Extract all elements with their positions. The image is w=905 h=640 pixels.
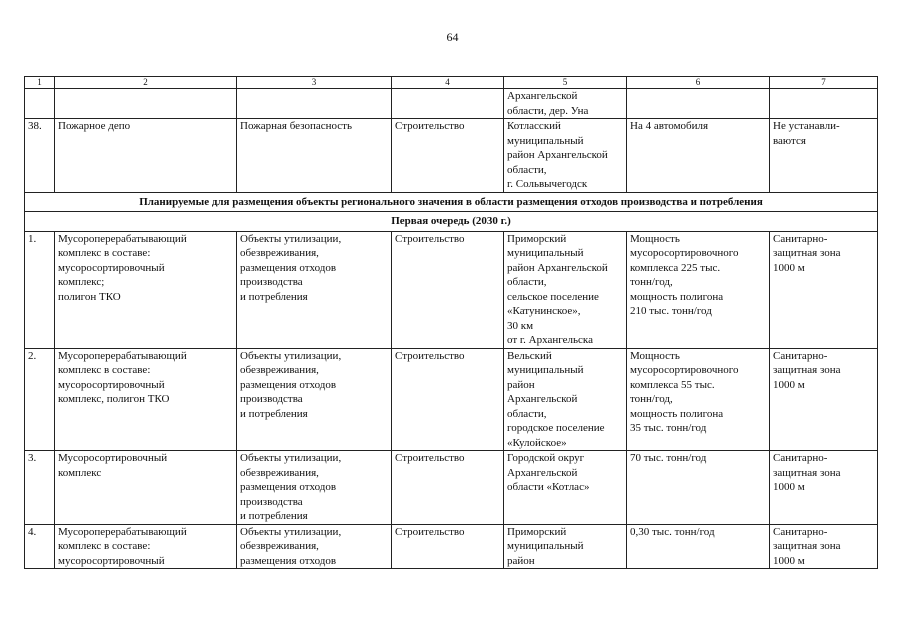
object-zone-line: защитная зона [773,540,841,552]
object-purpose-line: производства [240,495,303,508]
object-purpose-line: размещения отходов [240,481,337,493]
object-zone-line: защитная зона [773,247,841,259]
table-row [25,348,878,451]
object-purpose-line: и потребления [240,407,308,420]
object-purpose [237,348,392,451]
object-action [392,231,504,348]
object-parameters-line: Мощность [630,349,680,362]
column-number-6: 6 [627,77,770,89]
row-number: 2. [25,348,55,451]
object-name-line: комплекс [58,466,102,479]
object-purpose-line: производства [240,393,303,405]
object-name-line: Мусороперерабатывающий [58,349,187,362]
object-zone [770,524,878,569]
object-name-line: комплекс в составе: [58,247,151,259]
object-zone [770,119,878,193]
object-location-line: Городской округ [507,452,585,464]
object-location-line: муниципальный [507,540,584,552]
object-parameters-line: тонн/год, [630,276,673,288]
object-parameters-line: мусоросортировочного [630,364,739,376]
object-location-line: район Архангельской [507,261,608,274]
object-parameters-line: мощность полигона [630,290,724,303]
column-number-1: 1 [25,77,55,89]
table-row [25,451,878,525]
object-location-line: области, дер. Уна [507,104,589,117]
object-purpose-line: производства [240,276,303,288]
object-zone-line: Санитарно- [773,349,828,362]
subsection-title: Первая очередь (2030 г.) [25,212,878,232]
object-parameters-line: 210 тыс. тонн/год [630,305,712,317]
object-purpose-line: и потребления [240,510,308,522]
object-location [504,348,627,451]
object-zone-line: Не устанавли- [773,120,840,132]
object-purpose-line: размещения отходов [240,554,337,567]
object-location [504,119,627,193]
object-location [504,231,627,348]
object-purpose-line: обезвреживания, [240,540,319,552]
object-location-line: Архангельской [507,90,578,102]
object-location-line: Вельский [507,349,552,362]
object-name-line: комплекс, полигон ТКО [58,393,170,405]
object-name [55,89,237,119]
object-purpose-line: Объекты утилизации, [240,232,342,245]
object-zone [770,89,878,119]
object-action [392,119,504,193]
object-location-line: Архангельской [507,393,578,405]
objects-table [24,76,878,569]
table-row [25,119,878,193]
object-parameters [627,231,770,348]
object-parameters-line: 35 тыс. тонн/год [630,422,707,434]
object-zone-line: 1000 м [773,378,805,391]
object-location-line: район [507,378,535,391]
object-parameters [627,451,770,525]
object-parameters-line: мусоросортировочного [630,247,739,259]
row-number: 3. [25,451,55,525]
object-zone-line: 1000 м [773,554,805,567]
object-parameters [627,119,770,193]
object-location-line: сельское поселение [507,290,599,303]
object-purpose-line: размещения отходов [240,261,337,274]
object-location-line: «Катунинское», [507,305,581,317]
object-zone [770,348,878,451]
object-name-line: Мусороперерабатывающий [58,232,187,245]
object-purpose-line: Пожарная безопасность [240,120,352,132]
object-purpose [237,451,392,525]
table-header-row [25,77,878,89]
object-parameters [627,524,770,569]
object-location [504,524,627,569]
object-zone-line: Санитарно- [773,452,828,464]
column-number-4: 4 [392,77,504,89]
object-parameters-line: 70 тыс. тонн/год [630,452,707,464]
object-purpose [237,524,392,569]
object-zone-line: защитная зона [773,466,841,479]
object-name-line: комплекс в составе: [58,540,151,552]
object-location-line: г. Сольвычегодск [507,178,588,190]
object-purpose-line: обезвреживания, [240,466,319,479]
table-row [25,231,878,348]
object-action-line: Строительство [395,232,465,245]
object-zone-line: 1000 м [773,261,805,274]
object-purpose [237,231,392,348]
object-parameters-line: 0,30 тыс. тонн/год [630,525,715,538]
object-name-line: мусоросортировочный [58,378,165,391]
object-name [55,348,237,451]
page-number: 64 [446,30,459,44]
table-row [25,89,878,119]
object-location-line: области, [507,163,547,176]
object-purpose-line: обезвреживания, [240,364,319,376]
object-name-line: комплекс; [58,276,105,288]
object-location-line: Приморский [507,232,567,245]
object-location-line: муниципальный [507,134,584,147]
object-name-line: мусоросортировочный [58,554,165,567]
object-location-line: Приморский [507,525,567,538]
object-location [504,451,627,525]
object-zone-line: Санитарно- [773,525,828,538]
row-number: 4. [25,524,55,569]
object-location [504,89,627,119]
object-location-line: Архангельской [507,466,578,479]
object-name [55,119,237,193]
object-parameters-line: тонн/год, [630,393,673,405]
object-parameters-line: комплекса 55 тыс. [630,378,715,391]
object-action [392,451,504,525]
object-name [55,231,237,348]
object-zone-line: защитная зона [773,364,841,376]
object-location-line: области «Котлас» [507,481,590,493]
column-number-3: 3 [237,77,392,89]
object-name-line: Пожарное депо [58,120,131,132]
object-purpose-line: Объекты утилизации, [240,452,342,464]
object-zone-line: Санитарно- [773,232,828,245]
object-action [392,89,504,119]
object-zone-line: 1000 м [773,481,805,493]
object-zone [770,451,878,525]
object-location-line: район Архангельской [507,149,608,161]
object-location-line: городское поселение [507,422,605,434]
object-purpose-line: размещения отходов [240,378,337,391]
object-action [392,524,504,569]
row-number: 38. [25,119,55,193]
object-name [55,451,237,525]
row-number [25,89,55,119]
object-location-line: от г. Архангельска [507,334,593,346]
object-location-line: муниципальный [507,247,584,259]
object-parameters-line: мощность полигона [630,407,724,420]
object-location-line: Котласский [507,120,561,132]
object-purpose [237,89,392,119]
object-parameters-line: Мощность [630,232,680,245]
object-location-line: муниципальный [507,364,584,376]
object-name-line: мусоросортировочный [58,261,165,274]
object-purpose-line: обезвреживания, [240,247,319,259]
object-name-line: Мусоросортировочный [58,452,168,464]
object-name-line: Мусороперерабатывающий [58,525,187,538]
object-action-line: Строительство [395,349,465,362]
subsection-title-row [25,212,878,232]
column-number-7: 7 [770,77,878,89]
object-purpose [237,119,392,193]
object-location-line: «Кулойское» [507,436,567,449]
object-action-line: Строительство [395,452,465,464]
object-action-line: Строительство [395,525,465,538]
object-name-line: комплекс в составе: [58,364,151,376]
object-purpose-line: Объекты утилизации, [240,525,342,538]
row-number: 1. [25,231,55,348]
object-location-line: район [507,554,535,567]
object-action-line: Строительство [395,120,465,132]
object-location-line: области, [507,276,547,288]
column-number-5: 5 [504,77,627,89]
section-title: Планируемые для размещения объекты регионального значения в области размещения отходов производства и потребления [25,192,878,212]
object-parameters-line: комплекса 225 тыс. [630,261,721,274]
object-parameters [627,89,770,119]
object-zone [770,231,878,348]
object-action [392,348,504,451]
object-zone-line: ваются [773,134,806,147]
object-name [55,524,237,569]
object-location-line: 30 км [507,319,534,332]
object-location-line: области, [507,407,547,420]
object-parameters [627,348,770,451]
section-title-row [25,192,878,212]
object-parameters-line: На 4 автомобиля [630,120,709,132]
column-number-2: 2 [55,77,237,89]
object-purpose-line: и потребления [240,290,308,303]
object-purpose-line: Объекты утилизации, [240,349,342,362]
object-name-line: полигон ТКО [58,290,121,303]
table-row [25,524,878,569]
